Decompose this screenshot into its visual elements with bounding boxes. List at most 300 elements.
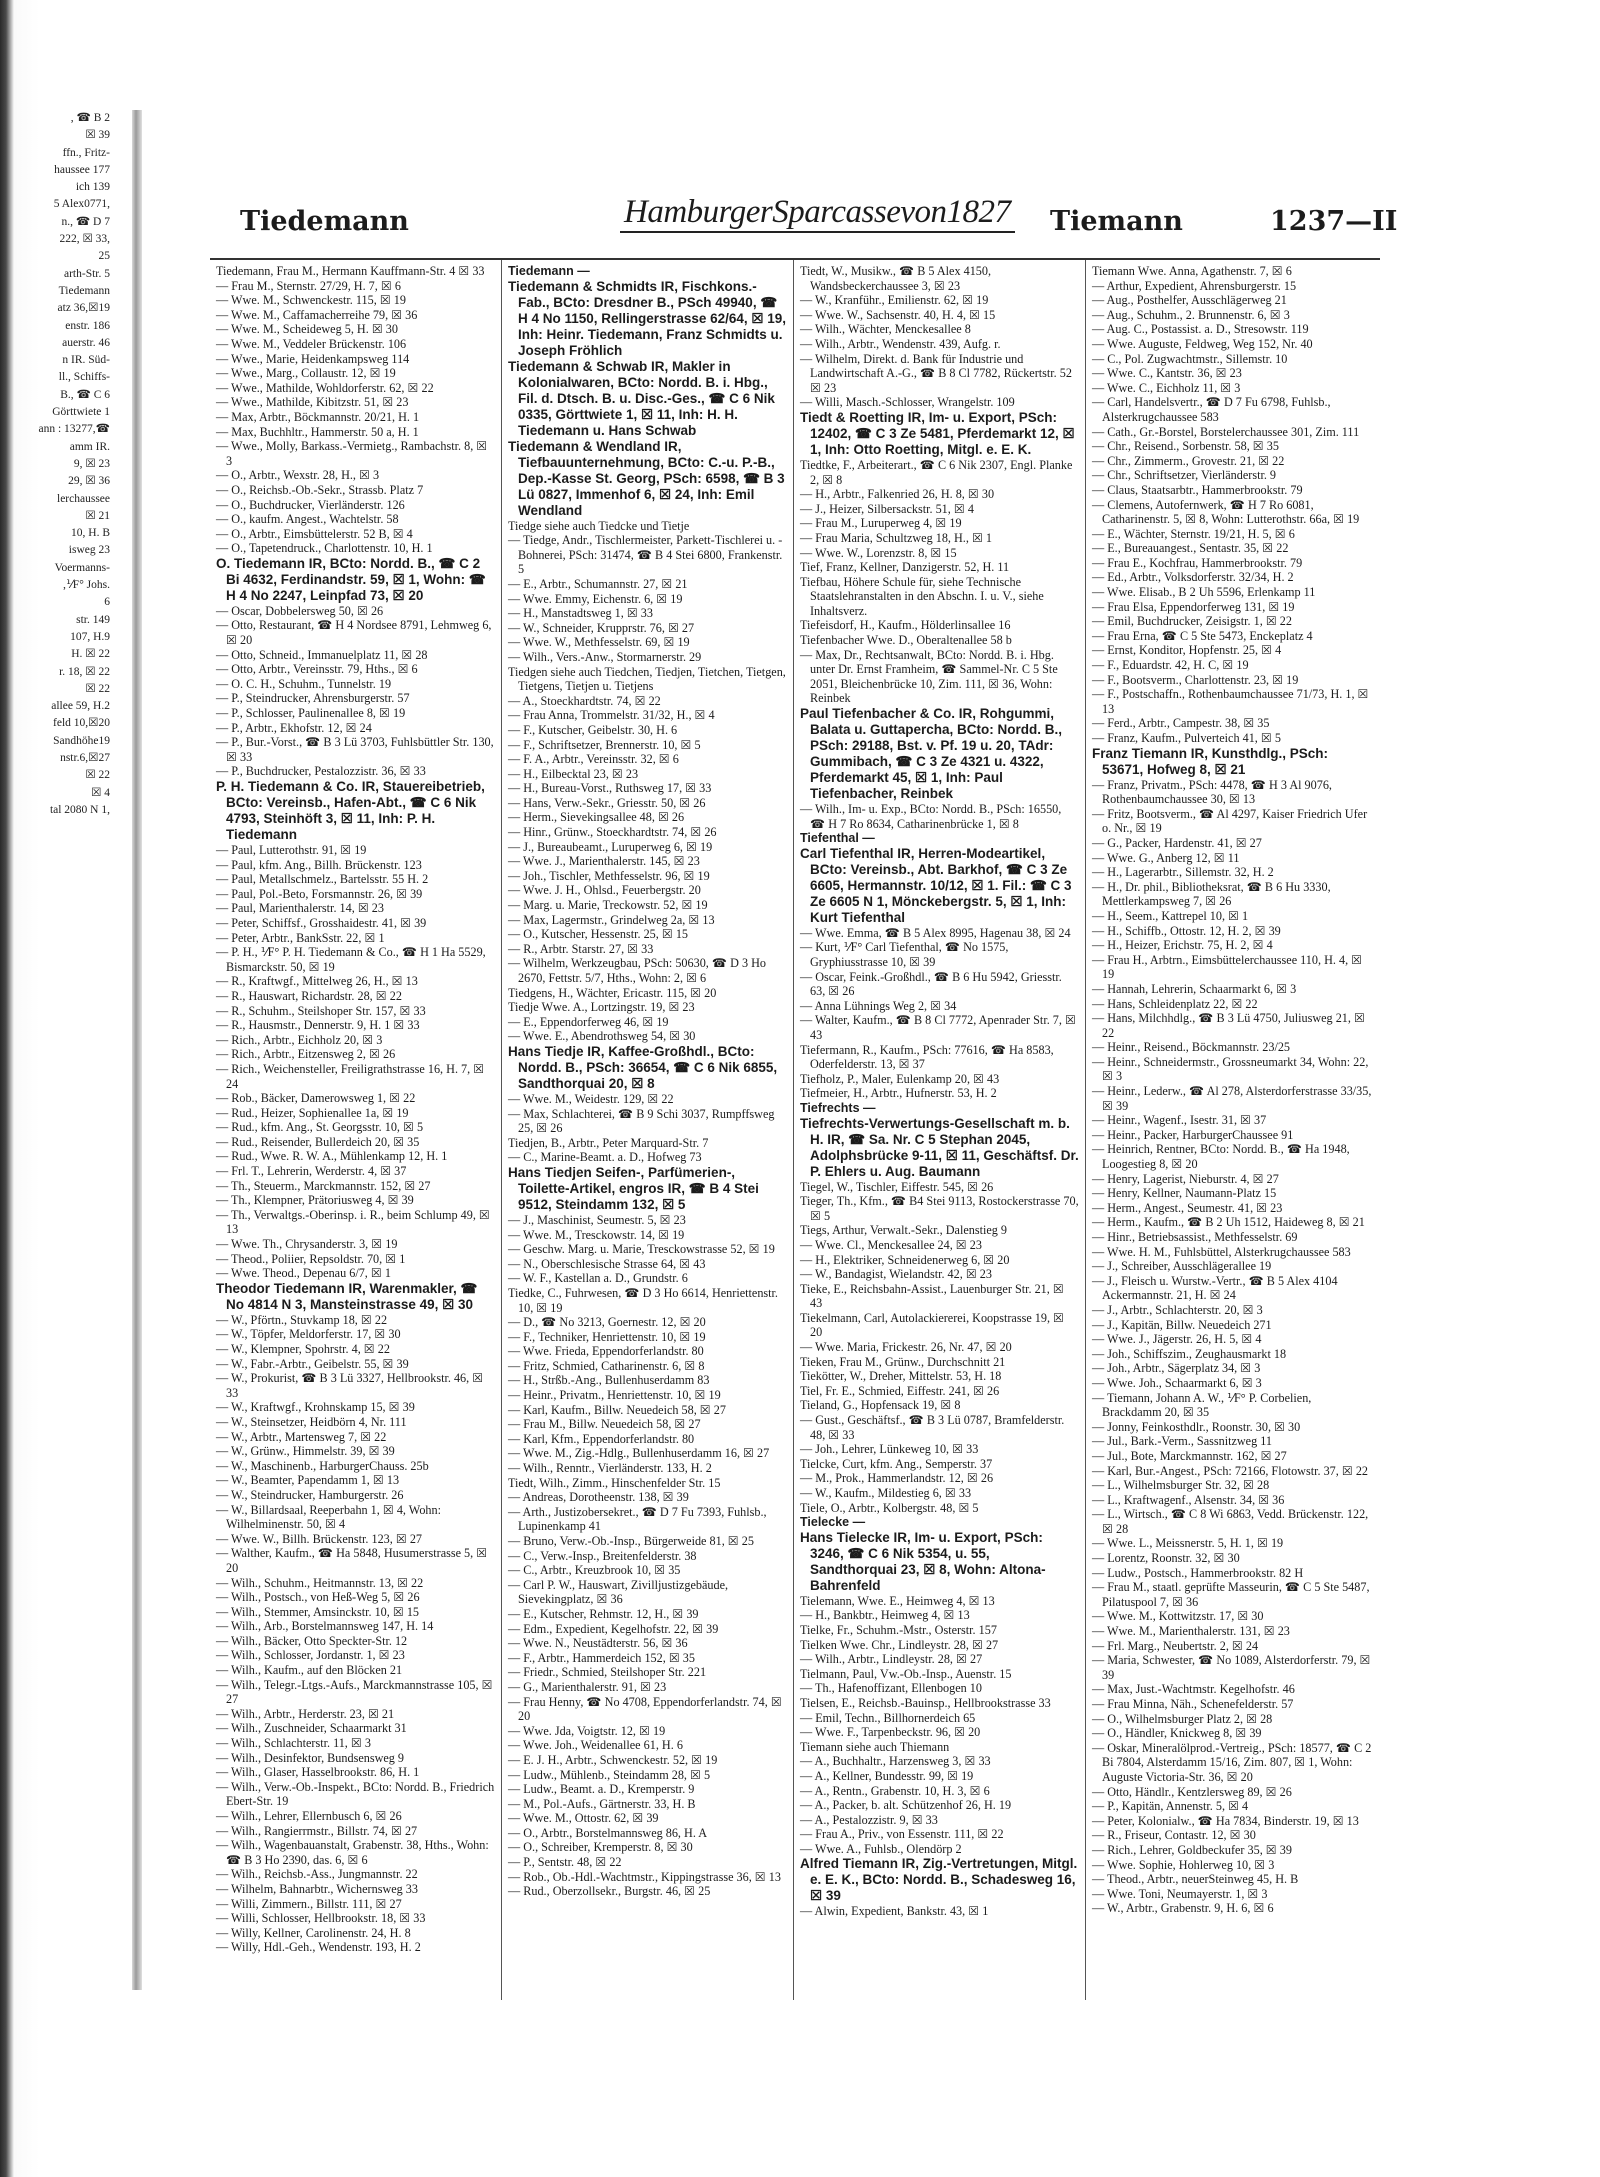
directory-entry: Tiefenbacher Wwe. D., Oberaltenallee 58 b [800, 633, 1012, 648]
directory-entry: — Otto, Schneid., Immanuelplatz 11, ☒ 28 [216, 647, 428, 662]
directory-entry: — Frau M., Luruperweg 4, ☒ 19 [800, 516, 962, 531]
directory-entry: — J., Fleisch u. Wurstw.-Vertr., ☎ B 5 Alex 4104 Ackermannstr. 21, H. ☒ 24 [1092, 1273, 1338, 1303]
directory-entry: — Wilh., Arbtr., Wendenstr. 439, Aufg. r. [800, 336, 1001, 351]
directory-entry: — Emil, Buchdrucker, Zeisigstr. 1, ☒ 22 [1092, 614, 1292, 629]
directory-entry: — H., Eilbecktal 23, ☒ 23 [508, 766, 639, 781]
directory-entry: — Wilh., Arbtr., Herderstr. 23, ☒ 21 [216, 1706, 395, 1721]
directory-entry: — Frl. Marg., Neubertstr. 2, ☒ 24 [1092, 1638, 1259, 1653]
directory-entry: — M., Pol.-Aufs., Gärtnerstr. 33, H. B [508, 1796, 696, 1811]
directory-entry: — C., Marine-Beamt. a. D., Hofweg 73 [508, 1150, 702, 1165]
directory-entry: — Wilh., Vers.-Anw., Stormarnerstr. 29 [508, 649, 702, 664]
directory-entry: — Clemens, Autofernwerk, ☎ H 7 Ro 6081, Catharinenstr. 5, ☒ 8, Wohn: Lutterothstr. 66a, ☒ 19 [1092, 497, 1360, 527]
prev-page-line: isweg 23 [68, 544, 110, 557]
column-1 [210, 260, 502, 2000]
directory-entry: — E., Kutscher, Rehmstr. 12, H., ☒ 39 [508, 1606, 699, 1621]
directory-entry: — Wilh., Wächter, Menckesallee 8 [800, 322, 971, 337]
directory-entry: — Arth., Justizobersekret., ☎ D 7 Fu 7393, Fuhlsb., Lupinenkamp 41 [508, 1504, 767, 1534]
directory-entry: — H., Dr. phil., Bibliotheksrat, ☎ B 6 Hu 3330, Mettlerkampsweg 7, ☒ 26 [1092, 879, 1331, 909]
directory-entry: — Frau Maria, Schultzweg 18, H., ☒ 1 [800, 530, 993, 545]
directory-entry: — O., Kutscher, Hessenstr. 25, ☒ 15 [508, 927, 689, 942]
directory-entry: — Heinr., Lederw., ☎ Al 278, Alsterdorferstrasse 33/35, ☒ 39 [1092, 1084, 1372, 1113]
directory-entry: — Walther, Kaufm., ☎ Ha 5848, Husumerstrasse 5, ☒ 20 [216, 1546, 488, 1575]
directory-entry: — W., Steinsetzer, Heidbörn 4, Nr. 111 [216, 1414, 407, 1429]
directory-entry-firm: Hans Tiedje IR, Kaffee-Großhdl., BCto: Nordd. B., PSch: 36654, ☎ C 6 Nik 6855, Sandthorquai 20, ☒ 8 [508, 1043, 778, 1091]
directory-entry: — Wilh., Schlachterstr. 11, ☒ 3 [216, 1736, 371, 1751]
directory-entry: — R., Hauswart, Richardstr. 28, ☒ 22 [216, 988, 402, 1003]
directory-entry: — Wilh., Bäcker, Otto Speckter-Str. 12 [216, 1633, 408, 1648]
directory-entry: — Wilh., Im- u. Exp., BCto: Nordd. B., PSch: 16550, ☎ H 7 Ro 8634, Catharinenbrücke 1, ☒ 8 [800, 802, 1062, 831]
prev-page-line: Voermanns- [54, 561, 110, 574]
directory-entry: — Jul., Bote, Marckmannstr. 162, ☒ 27 [1092, 1448, 1287, 1463]
directory-entry: — H., Seem., Kattrepel 10, ☒ 1 [1092, 908, 1249, 923]
directory-entry: — Frau M., Billw. Neuedeich 58, ☒ 27 [508, 1417, 701, 1432]
directory-entry: — H., Strßb.-Ang., Bullenhuserdamm 83 [508, 1373, 710, 1388]
prev-page-line: ☒ 39 [85, 129, 110, 142]
directory-entry: Tiedtke, F., Arbeiterart., ☎ C 6 Nik 2307, Engl. Planke 2, ☒ 8 [800, 457, 1073, 487]
directory-entry: — P., Steindrucker, Ahrensburgerstr. 57 [216, 691, 410, 706]
directory-entry: — J., Schreiber, Ausschlägerallee 19 [1092, 1259, 1272, 1274]
directory-entry: — O., Händler, Knickweg 8, ☒ 39 [1092, 1726, 1262, 1741]
directory-entry: — Wwe. W., Methfesselstr. 69, ☒ 19 [508, 635, 690, 650]
directory-entry: — Theod., Arbtr., neuerSteinweg 45, H. B [1092, 1872, 1299, 1887]
directory-entry: — W., Pförtn., Stuvkamp 18, ☒ 22 [216, 1312, 388, 1327]
directory-entry: — Frau E., Kochfrau, Hammerbrookstr. 79 [1092, 555, 1303, 570]
directory-entry: — Andreas, Dorotheenstr. 138, ☒ 39 [508, 1490, 689, 1505]
directory-entry: — Peter, Arbtr., BankSstr. 22, ☒ 1 [216, 930, 385, 945]
directory-entry: — W., Arbtr., Martensweg 7, ☒ 22 [216, 1429, 387, 1444]
prev-page-line: ☒ 4 [91, 786, 110, 799]
directory-entry: — Rud., Heizer, Sophienallee 1a, ☒ 19 [216, 1105, 409, 1120]
directory-entry: — Wilh., Wagenbauanstalt, Grabenstr. 38, Hths., Wohn: ☎ B 3 Ho 2390, das. 6, ☒ 6 [216, 1838, 489, 1867]
directory-entry: — P., Sentstr. 48, ☒ 22 [508, 1855, 622, 1870]
directory-entry: — Wwe. Joh., Weidenallee 61, H. 6 [508, 1738, 683, 1753]
directory-entry: — C., Arbtr., Kreuzbrook 10, ☒ 35 [508, 1563, 681, 1578]
directory-entry: — Wwe. N., Neustädterstr. 56, ☒ 36 [508, 1636, 688, 1651]
directory-entry: — Wwe. W., Sachsenstr. 40, H. 4, ☒ 15 [800, 307, 996, 322]
prev-page-line: allee 59, H.2 [51, 700, 110, 713]
prev-page-line: lerchaussee [57, 492, 110, 505]
directory-entry: — W., Billardsaal, Reeperbahn 1, ☒ 4, Wohn: Wilhelminenstr. 50, ☒ 4 [216, 1502, 441, 1532]
directory-entry: — Paul, Pol.-Beto, Forsmannstr. 26, ☒ 39 [216, 886, 423, 901]
directory-entry: — W., Fabr.-Arbtr., Geibelstr. 55, ☒ 39 [216, 1356, 409, 1371]
directory-entry: — Oscar, Feink.-Großhdl., ☎ B 6 Hu 5942, Griesstr. 63, ☒ 26 [800, 969, 1062, 999]
directory-entry: — W., Kaufm., Mildestieg 6, ☒ 33 [800, 1486, 972, 1500]
prev-page-line: haussee 177 [54, 163, 110, 176]
directory-entry: — Heinr., Reisend., Böckmannstr. 23/25 [1092, 1040, 1291, 1055]
directory-entry: — L., Kraftwagenf., Alsenstr. 34, ☒ 36 [1092, 1492, 1285, 1507]
directory-entry: — Th., Klempner, Prätoriusweg 4, ☒ 39 [216, 1193, 414, 1208]
directory-entry: — Rich., Weichensteller, Freiligrathstrasse 16, H. 7, ☒ 24 [216, 1061, 485, 1091]
directory-entry: — Heinr., Privatm., Henriettenstr. 10, ☒ 19 [508, 1388, 721, 1403]
directory-entry: — Claus, Staatsarbtr., Hammerbrookstr. 79 [1092, 482, 1303, 497]
directory-entry: — C., Verw.-Insp., Breitenfelderstr. 38 [508, 1548, 697, 1563]
prev-page-line: ☒ 22 [85, 769, 110, 782]
prev-page-line: 29, ☒ 36 [68, 475, 110, 488]
directory-entry: — Alwin, Expedient, Bankstr. 43, ☒ 1 [800, 1904, 989, 1919]
directory-entry: — R., Arbtr. Starstr. 27, ☒ 33 [508, 941, 654, 956]
directory-entry: — Wwe. Emmy, Eichenstr. 6, ☒ 19 [508, 591, 683, 606]
directory-entry: — Wwe., Mathilde, Wohldorferstr. 62, ☒ 22 [216, 380, 434, 395]
directory-entry: — Wilh., Schlosser, Jordanstr. 1, ☒ 23 [216, 1648, 405, 1663]
prev-page-line: , ☎ B 2 [70, 112, 110, 124]
directory-entry: — A., Pestalozzistr. 9, ☒ 33 [800, 1812, 938, 1827]
directory-entry: — Ludw., Beamt. a. D., Kremperstr. 9 [508, 1782, 695, 1797]
directory-entry: Tiedgen siehe auch Tiedchen, Tiedjen, Tietchen, Tietgen, Tietgens, Tietjen u. Tietjens [508, 664, 786, 694]
directory-entry: — Herm., Sievekingsallee 48, ☒ 26 [508, 810, 685, 825]
directory-entry: — Henry, Lagerist, Nieburstr. 4, ☒ 27 [1092, 1171, 1279, 1186]
directory-entry: — R., Kraftwgf., Mittelweg 26, H., ☒ 13 [216, 974, 418, 989]
directory-entry: — Wwe. Maria, Frickestr. 26, Nr. 47, ☒ 20 [800, 1340, 1012, 1355]
directory-entry: — Hinr., Betriebsassist., Methfesselstr. 69 [1092, 1230, 1298, 1244]
directory-entry: Tiefbau, Höhere Schule für, siehe Technische Staatslehranstalten in den Abschn. I. u. V., siehe Inhaltsverz. [800, 574, 1044, 618]
prev-page-line: Görttwiete 1 [52, 406, 110, 419]
directory-entry: — D., ☎ No 3213, Goernestr. 12, ☒ 20 [508, 1315, 706, 1330]
directory-entry: Tiefeisdorf, H., Kaufm., Hölderlinsallee 16 [800, 618, 1011, 633]
directory-entry: — Anna Lühnings Weg 2, ☒ 34 [800, 998, 957, 1013]
column-4 [1086, 260, 1378, 2000]
directory-entry: — Jonny, Feinkosthdlr., Roonstr. 30, ☒ 30 [1092, 1419, 1301, 1434]
directory-entry: — Frau Elsa, Eppendorferweg 131, ☒ 19 [1092, 599, 1295, 614]
directory-entry: — Wilh., Arb., Borstelmannsweg 147, H. 14 [216, 1619, 434, 1634]
directory-entry: — Wwe. M., Schwenckestr. 115, ☒ 19 [216, 293, 406, 308]
prev-page-line: ffn., Fritz- [62, 146, 110, 159]
directory-entry: Tiemann Wwe. Anna, Agathenstr. 7, ☒ 6 [1092, 264, 1292, 278]
directory-entry: — H., Heizer, Erichstr. 75, H. 2, ☒ 4 [1092, 938, 1273, 953]
directory-entry: — Rich., Arbtr., Eitzensweg 2, ☒ 26 [216, 1047, 396, 1062]
directory-entry: Tiefenthal — [800, 831, 875, 846]
directory-entry: Tiedke, C., Fuhrwesen, ☎ D 3 Ho 6614, Henriettenstr. 10, ☒ 19 [508, 1285, 778, 1315]
directory-entry: Tiedge siehe auch Tiedcke und Tietje [508, 518, 690, 533]
directory-entry: — Ludw., Mühlenb., Steindamm 28, ☒ 5 [508, 1767, 711, 1782]
directory-entry: Tiekelmann, Carl, Autolackiererei, Koopstrasse 19, ☒ 20 [800, 1310, 1064, 1340]
directory-entry: — Wilh., Desinfektor, Bundsensweg 9 [216, 1750, 405, 1765]
directory-entry: — W., Kraftwgf., Krohnskamp 15, ☒ 39 [216, 1400, 415, 1415]
directory-entry: — Marg. u. Marie, Treckowstr. 52, ☒ 19 [508, 898, 708, 913]
directory-entry: — Emil, Techn., Billhornerdeich 65 [800, 1710, 976, 1725]
directory-entry: — Wilh., Lehrer, Ellernbusch 6, ☒ 26 [216, 1809, 402, 1823]
directory-entry: — Wwe., Marg., Collaustr. 12, ☒ 19 [216, 366, 396, 381]
directory-entry: — Tiedge, Andr., Tischlermeister, Parkett-Tischlerei u. -Bohnerei, PSch: 31474, ☎ B 4 Stei 6800, Frankenstr. 5 [508, 533, 783, 577]
directory-entry: — W., Klempner, Spohrstr. 4, ☒ 22 [216, 1342, 390, 1356]
directory-entry: — Paul, kfm. Ang., Billh. Brückenstr. 123 [216, 857, 422, 872]
prev-page-line: enstr. 186 [65, 319, 110, 332]
directory-entry: Tieke, E., Reichsbahn-Assist., Lauenburger Str. 21, ☒ 43 [800, 1281, 1064, 1311]
directory-entry: — Frl. T., Lehrerin, Werderstr. 4, ☒ 37 [216, 1164, 407, 1179]
directory-entry: — N., Oberschlesische Strasse 64, ☒ 43 [508, 1256, 706, 1271]
directory-entry: — Karl, Kfm., Eppendorferlandstr. 80 [508, 1431, 695, 1446]
directory-entry: — Wilh., Telegr.-Ltgs.-Aufs., Marckmannstrasse 105, ☒ 27 [216, 1677, 493, 1707]
directory-entry: — R., Schuhm., Steilshoper Str. 157, ☒ 33 [216, 1003, 426, 1018]
directory-entry: Tiefmeier, H., Arbtr., Hufnerstr. 53, H. 2 [800, 1086, 997, 1101]
directory-entry: — O. C. H., Schuhm., Tunnelstr. 19 [216, 676, 392, 691]
directory-entry: — Wilh., Zuschneider, Schaarmarkt 31 [216, 1721, 407, 1736]
directory-entry: — Wwe. E., Abendrothsweg 54, ☒ 30 [508, 1029, 696, 1044]
directory-entry: — Frau Henny, ☎ No 4708, Eppendorferlandstr. 74, ☒ 20 [508, 1694, 782, 1724]
directory-entry: — Wwe. G., Anberg 12, ☒ 11 [1092, 850, 1240, 865]
directory-columns [210, 258, 1380, 2000]
prev-page-line: 9, ☒ 23 [73, 457, 110, 470]
directory-entry: — Max, Buchhltr., Hammerstr. 50 a, H. 1 [216, 424, 419, 439]
directory-entry: — O., Arbtr., Wexstr. 28, H., ☒ 3 [216, 468, 380, 483]
directory-entry: — Wilhelm, Direkt. d. Bank für Industrie und Landwirtschaft A.-G., ☎ B 8 Cl 7782, Rückertstr. 52 ☒ 23 [800, 351, 1072, 395]
directory-entry: — Paul, Lutterothstr. 91, ☒ 19 [216, 843, 367, 857]
directory-entry: — Wwe., Marie, Heidenkampsweg 114 [216, 351, 410, 366]
directory-entry: — Joh., Arbtr., Sägerplatz 34, ☒ 3 [1092, 1361, 1261, 1376]
directory-entry: — Wwe. J., Marienthalerstr. 145, ☒ 23 [508, 854, 700, 869]
directory-entry: — C., Pol. Zugwachtmstr., Sillemstr. 10 [1092, 351, 1288, 366]
directory-entry: Tiedt, W., Musikw., ☎ B 5 Alex 4150, Wandsbeckerchaussee 3, ☒ 23 [800, 264, 992, 293]
directory-entry: — E., Eppendorferweg 46, ☒ 19 [508, 1014, 669, 1029]
directory-entry: — O., Arbtr., Borstelmannsweg 86, H. A [508, 1825, 708, 1840]
directory-entry: — Frau H., Arbtrn., Eimsbüttelerchaussee 110, H. 4, ☒ 19 [1092, 952, 1363, 982]
directory-entry-firm: Theodor Tiedemann IR, Warenmakler, ☎ No 4814 N 3, Mansteinstrasse 49, ☒ 30 [216, 1280, 478, 1312]
directory-entry: — Friedr., Schmied, Steilshoper Str. 221 [508, 1665, 707, 1680]
directory-entry: — Rud., kfm. Ang., St. Georgsstr. 10, ☒ 5 [216, 1120, 424, 1135]
directory-entry: — Ludw., Postsch., Hammerbrookstr. 82 H [1092, 1565, 1304, 1580]
directory-entry: — F., Schriftsetzer, Brennerstr. 10, ☒ 5 [508, 737, 701, 752]
directory-entry-firm: Tiefrechts-Verwertungs-Gesellschaft m. b. H. IR, ☎ Sa. Nr. C 5 Stephan 2045, Adolphsbrücke 9-11, ☒ 11, Geschäftsf. Dr. P. Ehlers u. Aug. Baumann [800, 1115, 1079, 1179]
directory-entry: — Th., Verwaltgs.-Oberinsp. i. R., beim Schlump 49, ☒ 13 [216, 1207, 490, 1237]
directory-entry: — E., Bureauangest., Sentastr. 35, ☒ 22 [1092, 541, 1289, 556]
directory-entry: — Wwe. Joh., Schaarmarkt 6, ☒ 3 [1092, 1375, 1262, 1390]
directory-entry: — Wwe. Toni, Neumayerstr. 1, ☒ 3 [1092, 1886, 1268, 1901]
prev-page-line: ☒ 21 [85, 509, 110, 522]
directory-entry: — Carl, Handelsvertr., ☎ D 7 Fu 6798, Fuhlsb., Alsterkrugchaussee 583 [1092, 395, 1331, 424]
directory-entry: — Rud., Reisender, Bullerdeich 20, ☒ 35 [216, 1134, 420, 1149]
directory-entry: Tiefholz, P., Maler, Eulenkamp 20, ☒ 43 [800, 1071, 1000, 1086]
directory-entry: — Wwe., Molly, Barkass.-Vermietg., Rambachstr. 8, ☒ 3 [216, 439, 488, 468]
previous-page-fragment [0, 110, 120, 1970]
directory-entry: Tief, Franz, Kellner, Danzigerstr. 52, H. 11 [800, 560, 1010, 575]
directory-entry-firm: Tiedemann & Wendland IR, Tiefbauunternehmung, BCto: C.-u. P.-B., Dep.-Kasse St. Georg, PSch: 6598, ☎ B 3 Lü 0827, Immenhof 6, ☒ 24, Inh: Emil Wendland [508, 438, 785, 518]
directory-entry: — Willi, Masch.-Schlosser, Wrangelstr. 109 [800, 395, 1015, 410]
directory-entry: Tiemann siehe auch Thiemann [800, 1739, 950, 1754]
directory-entry: Tiedemann, Frau M., Hermann Kauffmann-Str. 4 ☒ 33 [216, 264, 485, 278]
directory-entry: — P. H., ⅟F° P. H. Tiedemann & Co., ☎ H 1 Ha 5529, Bismarckstr. 50, ☒ 19 [216, 945, 486, 974]
directory-entry: — W., Schneider, Krupprstr. 76, ☒ 27 [508, 620, 695, 635]
prev-page-line: nstr.6,☒27 [60, 751, 110, 764]
header-left-keyword: Tiedemann [240, 206, 409, 237]
directory-entry: — Karl, Bur.-Angest., PSch: 72166, Flotowstr. 37, ☒ 22 [1092, 1463, 1369, 1478]
directory-entry: — Kurt, ⅟F° Carl Tiefenthal, ☎ No 1575, Gryphiusstrasse 10, ☒ 39 [800, 940, 1009, 969]
directory-entry: — W., Arbtr., Grabenstr. 9, H. 6, ☒ 6 [1092, 1901, 1274, 1916]
directory-entry: — Hinr., Grünw., Stoeckhardtstr. 74, ☒ 26 [508, 825, 717, 840]
directory-entry: — H., Schiffb., Ottostr. 12, H. 2, ☒ 39 [1092, 923, 1281, 938]
directory-entry: — Wwe. M., Zig.-Hdlg., Bullenhuserdamm 16, ☒ 27 [508, 1446, 770, 1461]
directory-entry: — R., Friseur, Contastr. 12, ☒ 30 [1092, 1828, 1256, 1843]
directory-entry: — Aug., Schuhm., 2. Brunnenstr. 6, ☒ 3 [1092, 307, 1290, 322]
directory-entry: — Willy, Kellner, Carolinenstr. 24, H. 8 [216, 1925, 411, 1940]
directory-entry: — W., Bandagist, Wielandstr. 42, ☒ 23 [800, 1267, 992, 1282]
directory-entry: — Willy, Hdl.-Geh., Wendenstr. 193, H. 2 [216, 1940, 421, 1955]
directory-entry: — Maria, Schwester, ☎ No 1089, Alsterdorferstr. 79, ☒ 39 [1092, 1653, 1371, 1682]
directory-entry: — W., Kranführ., Emilienstr. 62, ☒ 19 [800, 293, 989, 308]
directory-entry: — Wwe. J., Jägerstr. 26, H. 5, ☒ 4 [1092, 1332, 1262, 1347]
directory-entry: — Tiemann, Johann A. W., ⅟F° P. Corbelien, Brackdamm 20, ☒ 35 [1092, 1390, 1312, 1420]
directory-page [150, 150, 1400, 2020]
directory-entry: — Wilh., Reichsb.-Ass., Jungmannstr. 22 [216, 1867, 418, 1882]
directory-entry: — A., Buchhaltr., Harzensweg 3, ☒ 33 [800, 1754, 991, 1769]
directory-entry: — Wilh., Glaser, Hasselbrookstr. 86, H. 1 [216, 1765, 420, 1780]
directory-entry: — Joh., Lehrer, Lünkeweg 10, ☒ 33 [800, 1442, 979, 1457]
directory-entry: — Chr., Schriftsetzer, Vierländerstr. 9 [1092, 468, 1277, 483]
directory-entry: — Heinr., Wagenf., Isestr. 31, ☒ 37 [1092, 1113, 1267, 1128]
directory-entry: — Wwe. Cl., Menckesallee 24, ☒ 23 [800, 1237, 982, 1252]
directory-entry: — Wwe. Auguste, Feldweg, Weg 152, Nr. 40 [1092, 336, 1313, 351]
directory-entry: — J., Bureaubeamt., Luruperweg 6, ☒ 19 [508, 839, 713, 854]
directory-entry: Tiel, Fr. E., Schmied, Eiffestr. 241, ☒ 26 [800, 1383, 1000, 1398]
directory-entry: — F., Bootsverm., Charlottenstr. 23, ☒ 19 [1092, 672, 1299, 687]
directory-entry: — Chr., Zimmerm., Grovestr. 21, ☒ 22 [1092, 453, 1285, 468]
prev-page-line: ich 139 [75, 181, 110, 194]
directory-entry: — Peter, Kolonialw., ☎ Ha 7834, Binderstr. 19, ☒ 13 [1092, 1813, 1359, 1828]
directory-entry: — P., Buchdrucker, Pestalozzistr. 36, ☒ 33 [216, 764, 426, 779]
directory-entry: Tiekötter, W., Dreher, Mittelstr. 53, H. 18 [800, 1369, 1002, 1384]
directory-entry: Tielken Wwe. Chr., Lindleystr. 28, ☒ 27 [800, 1637, 999, 1652]
directory-entry: — Wwe. Sophie, Hohlerweg 10, ☒ 3 [1092, 1857, 1275, 1872]
directory-entry: — Wilh., Arbtr., Lindleystr. 28, ☒ 27 [800, 1652, 983, 1667]
directory-entry: — Franz, Kaufm., Pulverteich 41, ☒ 5 [1092, 731, 1281, 745]
directory-entry: — W., Grünw., Himmelstr. 39, ☒ 39 [216, 1444, 395, 1459]
directory-entry: — F., Postschaffn., Rothenbaumchaussee 71/73, H. 1, ☒ 13 [1092, 687, 1369, 716]
directory-entry: — W., Steindrucker, Hamburgerstr. 26 [216, 1487, 404, 1502]
directory-entry: — Theod., Poliier, Repsoldstr. 70, ☒ 1 [216, 1251, 406, 1266]
prev-page-line: n IR. Süd- [62, 354, 110, 367]
directory-entry: — Rob., Ob.-Hdl.-Wachtmstr., Kippingstrasse 36, ☒ 13 [508, 1869, 781, 1884]
directory-entry: — Ferd., Arbtr., Campestr. 38, ☒ 35 [1092, 716, 1270, 731]
book-spine [132, 110, 142, 1990]
directory-entry: — A., Stoeckhardtstr. 74, ☒ 22 [508, 693, 661, 708]
directory-entry: — Wilhelm, Werkzeugbau, PSch: 50630, ☎ D 3 Ho 2670, Fettstr. 5/7, Hths., Wohn: 2, ☒ 6 [508, 956, 766, 985]
directory-entry: — O., kaufm. Angest., Wachtelstr. 58 [216, 512, 399, 527]
directory-entry-firm: Franz Tiemann IR, Kunsthdlg., PSch: 53671, Hofweg 8, ☒ 21 [1092, 745, 1329, 777]
directory-entry: — Rud., Oberzollsekr., Burgstr. 46, ☒ 25 [508, 1884, 711, 1899]
directory-entry: Tiedemann — [508, 264, 590, 278]
directory-entry: Tielsen, E., Reichsb.-Bauinsp., Hellbrookstrasse 33 [800, 1695, 1051, 1710]
directory-entry: — Walter, Kaufm., ☎ B 8 Cl 7772, Apenrader Str. 7, ☒ 43 [800, 1013, 1076, 1042]
directory-entry: — Wwe. M., Weidestr. 129, ☒ 22 [508, 1091, 674, 1106]
directory-entry: — P., Schlosser, Paulinenallee 8, ☒ 19 [216, 706, 406, 721]
directory-entry-firm: O. Tiedemann IR, BCto: Nordd. B., ☎ C 2 Bi 4632, Ferdinandstr. 59, ☒ 1, Wohn: ☎ H 4 No 2247, Leinpfad 73, ☒ 20 [216, 555, 486, 603]
directory-entry: — Wwe. Jda, Voigtstr. 12, ☒ 19 [508, 1723, 666, 1738]
directory-entry: — F., Eduardstr. 42, H. C, ☒ 19 [1092, 658, 1249, 673]
directory-entry: — E., Wächter, Sternstr. 19/21, H. 5, ☒ 6 [1092, 526, 1295, 541]
directory-entry: Tiedgens, H., Wächter, Ericastr. 115, ☒ 20 [508, 985, 717, 1000]
directory-entry: — Wwe. M., Caffamacherreihe 79, ☒ 36 [216, 307, 418, 322]
directory-entry: Tiedje Wwe. A., Lortzingstr. 19, ☒ 23 [508, 1000, 695, 1015]
directory-entry: — Franz, Privatm., PSch: 4478, ☎ H 3 Al 9076, Rothenbaumchaussee 30, ☒ 13 [1092, 777, 1332, 807]
directory-entry: — E., Arbtr., Schumannstr. 27, ☒ 21 [508, 576, 688, 591]
directory-entry: — L., Wirtsch., ☎ C 8 Wi 6863, Vedd. Brückenstr. 122, ☒ 28 [1092, 1507, 1369, 1536]
directory-entry: Tiefermann, R., Kaufm., PSch: 77616, ☎ Ha 8583, Oderfelderstr. 13, ☒ 37 [800, 1042, 1054, 1072]
directory-entry: — Wwe. W., Billh. Brückenstr. 123, ☒ 27 [216, 1531, 423, 1546]
directory-entry: — Rud., Wwe. R. W. A., Mühlenkamp 12, H. 1 [216, 1149, 448, 1164]
directory-entry: — H., Elektriker, Schneidenerweg 6, ☒ 20 [800, 1252, 1010, 1267]
directory-entry: — Willi, Schlosser, Hellbrookstr. 18, ☒ 33 [216, 1911, 426, 1926]
directory-entry: — Frau Minna, Näh., Schenefelderstr. 57 [1092, 1697, 1294, 1711]
directory-entry: — W. F., Kastellan a. D., Grundstr. 6 [508, 1271, 688, 1286]
directory-entry: — Frau M., Sternstr. 27/29, H. 7, ☒ 6 [216, 278, 401, 293]
prev-page-line: 6 [104, 596, 110, 609]
directory-entry: — Wwe. J. H., Ohlsd., Feuerbergstr. 20 [508, 883, 701, 898]
directory-entry: — Wwe. C., Kantstr. 36, ☒ 23 [1092, 366, 1242, 381]
directory-entry: — A., Rentn., Grabenstr. 10, H. 3, ☒ 6 [800, 1783, 990, 1798]
prev-page-line: str. 149 [76, 613, 110, 626]
directory-entry: — H., Manstadtsweg 1, ☒ 33 [508, 606, 653, 621]
column-3 [794, 260, 1086, 2000]
directory-entry: — Geschw. Marg. u. Marie, Tresckowstrasse 52, ☒ 19 [508, 1242, 775, 1257]
directory-entry: — Wwe. A., Fuhlsb., Olendörp 2 [800, 1841, 962, 1856]
directory-entry: — Frau A., Priv., von Essenstr. 111, ☒ 22 [800, 1827, 1004, 1842]
directory-entry-firm: Tiedemann & Schwab IR, Makler in Kolonialwaren, BCto: Nordd. B. i. Hbg., Fil. d. Dtsch. B. u. Disc.-Ges., ☎ C 6 Nik 0335, Görttwiete 1, ☒ 11, Inh: H. H. Tiedemann u. Hans Schwab [508, 358, 775, 438]
directory-entry: Tielemann, Wwe. E., Heimweg 4, ☒ 13 [800, 1593, 995, 1608]
prev-page-line: 25 [98, 250, 110, 263]
directory-entry-firm: Alfred Tiemann IR, Zig.-Vertretungen, Mitgl. e. E. K., BCto: Nordd. B., Schadesweg 16, ☒ 39 [800, 1856, 1078, 1904]
header-right-keyword: Tiemann [1050, 206, 1183, 237]
directory-entry: — P., Bur.-Vorst., ☎ B 3 Lü 3703, Fuhlsbüttler Str. 130, ☒ 33 [216, 735, 494, 764]
directory-entry: — Paul, Marienthalerstr. 14, ☒ 23 [216, 901, 384, 916]
directory-entry: — Wilh., Renntr., Vierländerstr. 133, H. 2 [508, 1461, 712, 1476]
prev-page-line: Tiedemann [58, 284, 110, 297]
directory-entry: Tielecke — [800, 1515, 866, 1530]
directory-entry: — Henry, Kellner, Naumann-Platz 15 [1092, 1186, 1277, 1201]
page-header [150, 192, 1400, 252]
directory-entry: Tiele, O., Arbtr., Kolbergstr. 48, ☒ 5 [800, 1500, 979, 1515]
directory-entry: — M., Prok., Hammerlandstr. 12, ☒ 26 [800, 1471, 994, 1486]
directory-entry: — Joh., Schiffszim., Zeughausmarkt 18 [1092, 1346, 1287, 1361]
prev-page-line: arth-Str. 5 [64, 267, 110, 280]
directory-entry: Tieland, G., Hopfensack 19, ☒ 8 [800, 1398, 961, 1413]
directory-entry: — Rich., Arbtr., Eichholz 20, ☒ 3 [216, 1032, 383, 1047]
directory-entry: — H., Lagerarbtr., Sillemstr. 32, H. 2 [1092, 865, 1274, 880]
prev-page-line: 10, H. B [71, 527, 110, 540]
directory-entry: — G., Packer, Hardenstr. 41, ☒ 27 [1092, 835, 1262, 850]
directory-entry: — Otto, Restaurant, ☎ H 4 Nordsee 8791, Lehmweg 6, ☒ 20 [216, 618, 492, 648]
directory-entry: Tiefrechts — [800, 1100, 876, 1115]
directory-entry: — Wwe. M., Kottwitzstr. 17, ☒ 30 [1092, 1609, 1264, 1624]
directory-entry: — Wwe. M., Scheideweg 5, H. ☒ 30 [216, 322, 398, 337]
prev-page-line: r. 18, ☒ 22 [59, 665, 110, 678]
prev-page-line: tal 2080 N 1, [49, 803, 110, 816]
directory-entry: — Fritz, Schmied, Catharinenstr. 6, ☒ 8 [508, 1358, 705, 1373]
directory-entry: — O., Tapetendruck., Charlottenstr. 10, H. 1 [216, 541, 433, 556]
header-advertisement: HamburgerSparcassevon1827 [620, 194, 1015, 233]
prev-page-line: 107, H.9 [70, 630, 110, 643]
directory-entry: — Hannah, Lehrerin, Schaarmarkt 6, ☒ 3 [1092, 981, 1297, 996]
prev-page-line: ‚⅟F° Johs. [62, 579, 110, 592]
directory-entry: — Oskar, Mineralölprod.-Vertreig., PSch: 18577, ☎ C 2 Bi 7804, Alsterdamm 15/16, Zim. 807, ☒ 1, Wohn: Auguste Victoria-Str. 36, ☒ 20 [1092, 1740, 1372, 1784]
directory-entry: — F. A., Arbtr., Vereinsstr. 32, ☒ 6 [508, 752, 679, 767]
prev-page-line: n., ☎ D 7 [61, 215, 110, 228]
directory-entry: — Hans, Milchhdlg., ☎ B 3 Lü 4750, Juliusweg 21, ☒ 22 [1092, 1011, 1365, 1040]
directory-entry: — Otto, Arbtr., Vereinsstr. 79, Hths., ☒ 6 [216, 662, 418, 677]
directory-entry: Tiedt, Wilh., Zimm., Hinschenfelder Str. 15 [508, 1475, 721, 1490]
directory-entry: — Willi, Zimmern., Billstr. 111, ☒ 27 [216, 1896, 402, 1911]
directory-entry: — Hans, Verw.-Sekr., Griesstr. 50, ☒ 26 [508, 795, 706, 810]
directory-entry: — E. J. H., Arbtr., Schwenckestr. 52, ☒ 19 [508, 1752, 718, 1767]
directory-entry-firm: Hans Tiedjen Seifen-, Parfümerien-, Toilette-Artikel, engros IR, ☎ B 4 Stei 9512, Steindamm 132, ☒ 5 [508, 1164, 759, 1212]
directory-entry: — Wwe. C., Eichholz 11, ☒ 3 [1092, 380, 1241, 395]
directory-entry: — H., Bankbtr., Heimweg 4, ☒ 13 [800, 1608, 970, 1623]
directory-entry: — O., Reichsb.-Ob.-Sekr., Strassb. Platz 7 [216, 482, 424, 497]
directory-entry: — Wwe. Frieda, Eppendorferlandstr. 80 [508, 1344, 704, 1359]
directory-entry: — O., Schreiber, Kremperstr. 8, ☒ 30 [508, 1840, 693, 1855]
directory-entry: Tiegs, Arthur, Verwalt.-Sekr., Dalenstieg 9 [800, 1223, 1008, 1238]
directory-entry: — Wilh., Verw.-Ob.-Inspekt., BCto: Nordd. B., Friedrich Ebert-Str. 19 [216, 1779, 495, 1809]
directory-entry: — J., Kapitän, Billw. Neuedeich 271 [1092, 1317, 1272, 1332]
directory-entry: — W., Beamter, Papendamm 1, ☒ 13 [216, 1473, 400, 1488]
directory-entry: — Th., Steuerm., Marckmannstr. 152, ☒ 27 [216, 1178, 431, 1193]
